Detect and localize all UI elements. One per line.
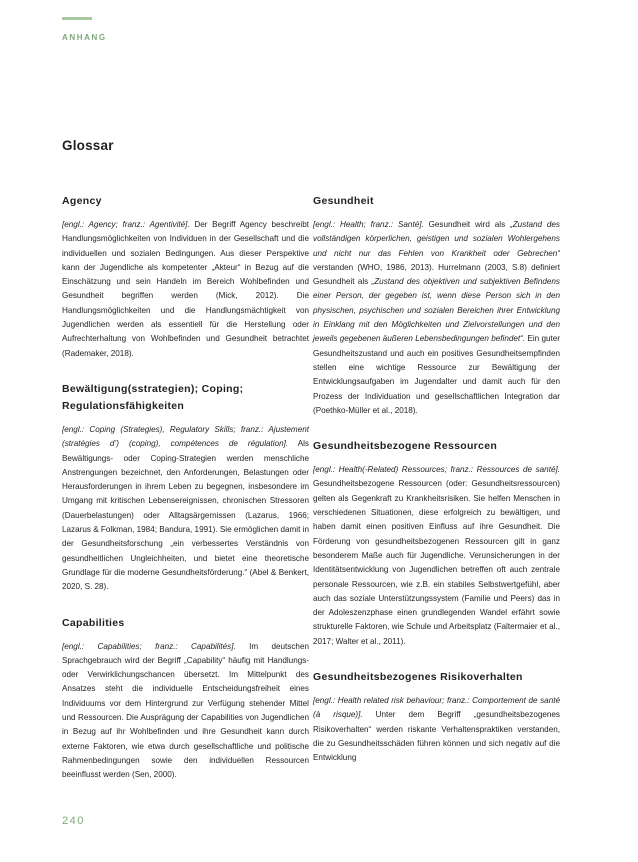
glossary-entry-capabilities: [62, 615, 309, 783]
glossary-definition: [62, 218, 309, 361]
glossary-definition: [62, 423, 309, 595]
glossary-entry-gesundheitsbezogene-ressourcen: [313, 438, 560, 649]
glossary-term: Bewältigung(sstrategien); Coping; Regulationsfähigkeiten: [62, 382, 244, 412]
glossary-term: Gesundheit: [313, 195, 374, 207]
glossary-definition: [62, 640, 309, 783]
page-title: Glossar: [62, 138, 114, 153]
definition-text: Gesundheitsbezogene Ressourcen (oder: Gesundheitsressourcen) gelten als Gegenkraft zu Krankheitsrisiken. Sie helfen Menschen in verschiedenen Situationen, diese erfolgreich zu bewältigen, und haben damit einen positiven Einfluss auf ihre Gesundheit. Die Förderung von gesundheitsbezogenen Ressourcen gilt in ganz besonderem Maße auch für Jugendliche. Verunsicherungen in der Identitätsentwicklung von Jugendlichen betreffen oft auch zentrale personale Ressourcen, wie z.B. ein stabiles Selbstwertgefühl, aber auch das soziale Unterstützungssystem (Familie und Peers) das in der Adoleszenzphase einen grundlegenden Wandel erfährt sowie strukturelle Faktoren, wie Schule und Arbeitsplatz (Faltermaier et al., 2017; Walter et al., 2011).: [313, 479, 560, 646]
glossary-definition: [313, 694, 560, 765]
definition-quote: „Zustand des vollständigen körperlichen, geistigen und sozialen Wohlergehens und nicht nur das Fehlen von Krankheit oder Gebrechen“: [313, 220, 560, 258]
left-column: [62, 193, 309, 803]
definition-translation: [engl.: Agency; franz.: Agentivité].: [62, 220, 190, 229]
section-label: ANHANG: [62, 33, 107, 42]
definition-text: Der Begriff Agency beschreibt Handlungsmöglichkeiten von Individuen in der Gesellschaft und die individuellen und sozialen Bedingungen. Aus dieser Perspektive kann der Jugendliche als kompetenter „Akteur“ in Bezug auf die Einschätzung und sein Handeln im Bereich Wohlbefinden und Gesundheit begriffen werden (Mick, 2012). Die Handlungsmöglichkeiten und die Handlungsmächtigkeit von Jugendlichen werden als essentiell für die Herstellung oder Aufrechterhaltung von Wohlbefinden und Gesundheit betrachtet (Rademaker, 2018).: [62, 220, 309, 358]
page-number: 240: [62, 815, 85, 827]
definition-translation: [engl.: Capabilities; franz.: Capabilités].: [62, 641, 236, 651]
definition-translation: [engl.: Health; franz.: Santé].: [313, 220, 424, 229]
glossary-definition: [313, 463, 560, 649]
glossary-definition: [313, 218, 560, 418]
glossary-term: Gesundheitsbezogene Ressourcen: [313, 440, 498, 453]
glossary-entry-gesundheit: [313, 193, 560, 418]
glossary-term: Capabilities: [62, 616, 125, 629]
definition-text: verstanden (WHO, 1986, 2013). Hurrelmann (2003, S.8) definiert Gesundheit als: [313, 262, 560, 287]
glossary-entry-agency: [62, 193, 309, 361]
definition-quote: „Zustand des objektiven und subjektiven Befindens einer Person, der gegeben ist, wenn diese Person sich in den physischen, psychischen und sozialen Bereichen ihrer Entwicklung in Einklang mit den Möglichkeiten und Zielvorstellungen und den jeweils gegebenen äußeren Lebensbedingungen befindet“.: [313, 277, 560, 344]
right-column: [313, 193, 560, 786]
definition-text: Unter dem Begriff „gesundheitsbezogenes Risikoverhalten“ werden riskante Verhaltenspraktiken verstanden, die zu Gesundheitsschäden führen können und sich negativ auf die Entwicklung: [313, 710, 560, 763]
glossary-entry-risikoverhalten: [313, 669, 560, 765]
definition-text: Gesundheit wird als: [423, 220, 510, 229]
definition-translation: [engl.: Health(-Related) Ressources; franz.: Ressources de santé].: [313, 465, 560, 475]
definition-text: Als Bewältigungs- oder Coping-Strategien werden menschliche Anstrengungen bezeichnet, den Anforderungen, Belastungen oder Herausforderungen in ihrem Leben zu begegnen, insbesondere im Umgang mit kritischen Lebensereignissen, chronischen Stressoren (Dauerbelastungen) oder Alltagsärgernissen (Lazarus, 1966; Lazarus & Folkman, 1984; Bandura, 1991). Sie ermöglichen damit in der Gesundheitsforschung „ein verbessertes Verständnis von gesundheitlichen Ungleichheiten, und bietet eine theoretische Grundlage für die moderne Gesundheitsförderung.“ (Abel & Benkert, 2020, S. 28).: [62, 439, 309, 592]
definition-translation: [engl.: Coping (Strategies), Regulatory Skills; franz.: Ajustement (stratégies d’) (coping), compétences de régulation].: [62, 424, 309, 449]
definition-text: Im deutschen Sprachgebrauch wird der Begriff „Capability“ häufig mit Handlungs- oder Verwirklichungschancen übersetzt. Im Mittelpunkt des Ansatzes steht die individuelle Entscheidungsfreiheit eines Individuums vor dem Hintergrund zur Verfügung stehender Mittel und Ressourcen. Die Ausprägung der Capabilities von Jugendlichen in Bezug auf ihr Wohlbefinden und ihre Gesundheit kann durch externe Faktoren, wie etwa durch gesellschaftliche und politische Rahmenbedingungen sowie den individuellen Ressourcen beeinflusst werden (Sen, 2000).: [62, 641, 309, 780]
definition-translation: [engl.: Health related risk behaviour; franz.: Comportement de santé (à risque)].: [313, 696, 560, 720]
accent-bar: [62, 17, 92, 20]
definition-text: Ein guter Gesundheitszustand und auch ein positives Gesundheitsempfinden stellen eine wichtige Ressource zur Bewältigung der Entwicklungsaufgaben im Jugendalter und damit auch für den Prozess der Individuation und gesellschaftlichen Integration dar (Poethko-Müller et al., 2018).: [313, 334, 561, 415]
glossary-term: Gesundheitsbezogenes Risikoverhalten: [313, 671, 523, 684]
glossary-entry-coping: [62, 381, 309, 595]
glossary-term: Agency: [62, 195, 102, 207]
